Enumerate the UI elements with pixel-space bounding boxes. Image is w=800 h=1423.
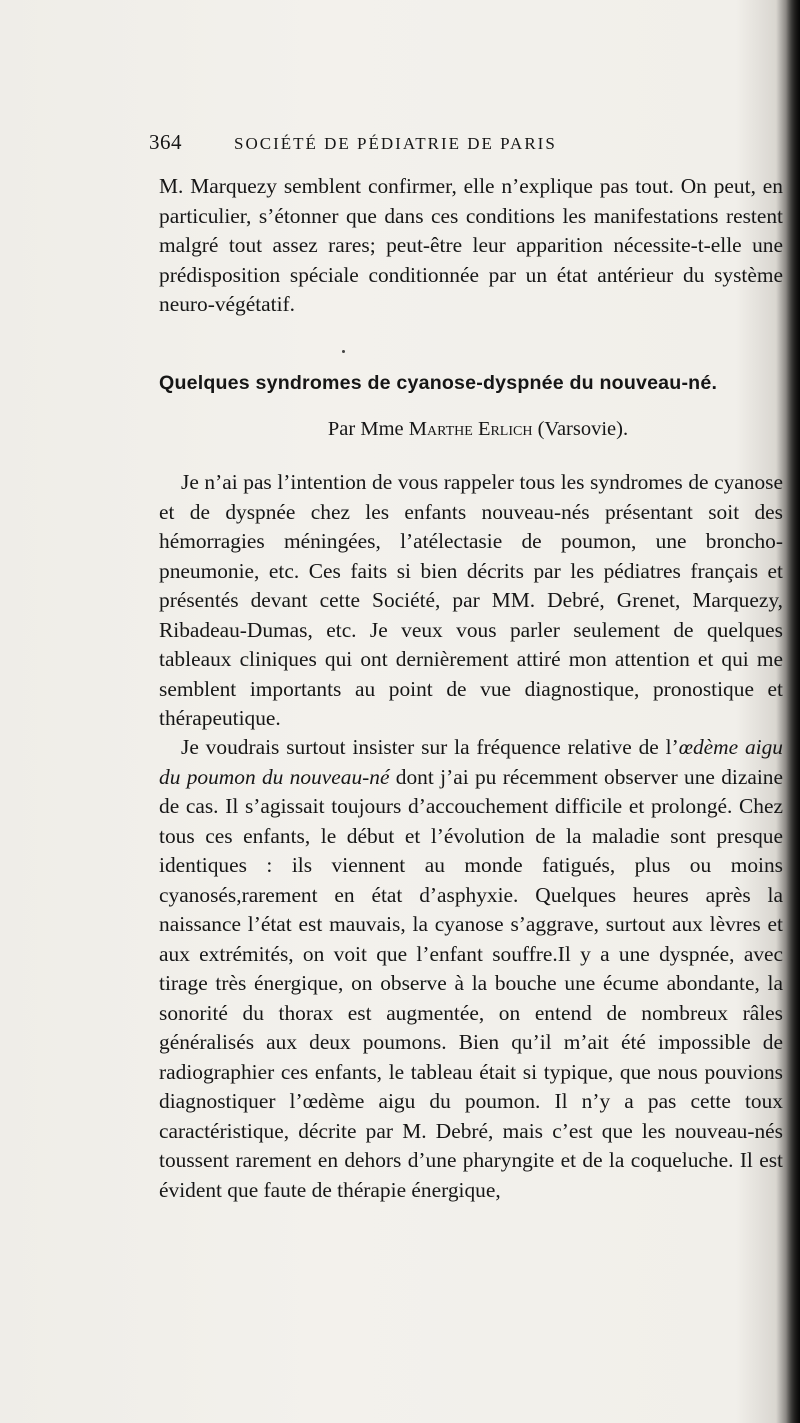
paragraph-2-emphasis: œdème aigu du poumon du nouveau-né [159,735,783,789]
byline-location: (Varsovie). [537,418,629,440]
byline-prefix: Par Mme [327,418,404,440]
page-header [149,130,637,162]
paragraph-2-start: Je voudrais surtout insister sur la fréquence relative de [181,735,659,759]
article-title: Quelques syndromes de cyanose-dyspnée du nouveau-né. [159,372,718,394]
article-paragraph-1 [159,468,783,734]
running-head: SOCIÉTÉ DE PÉDIATRIE DE PARIS [234,134,557,153]
page-edge-shadow [786,0,800,1423]
continued-paragraph [159,172,783,320]
page-number: 364 [149,130,182,154]
paragraph-2-text [159,733,783,1205]
paragraph-2-article: l’ [665,735,679,759]
paragraph-2-rest: dont j’ai pu récemment observer une dizaine de cas. Il s’agissait toujours d’accouchement difficile et prolongé. Chez tous ces enfants, le début et l’évolution de la maladie sont presque identiques : ils viennent au monde fatigués, plus ou moins cyanosés,rarement en état d’asphyxie. Quelques heures après la naissance l’état est mauvais, la cyanose s’aggrave, surtout aux lèvres et aux extrémités, on voit que l’enfant souffre.Il y a une dyspnée, avec tirage très énergique, on observe à la bouche une écume abondante, la sonorité du thorax est augmentée, on entend de nombreux râles généralisés aux deux poumons. Bien qu’il m’ait été impossible de radiographier ces enfants, le tableau était si typique, que nous pouvions diagnostiquer l’œdème aigu du poumon. Il n’y a pas cette toux caractéristique, décrite par M. Debré, mais c’est que les nouveau-nés toussent rarement en dehors d’une pharyngite et de la coqueluche. Il est évident que faute de thérapie énergique, [159,764,783,1202]
author-last-name: Erlich [477,418,533,440]
continued-paragraph-text: M. Marquezy semblent confirmer, elle n’explique pas tout. On peut, en particulier, s’étonner que dans ces conditions les manifestations restent malgré tout assez rares; peut-être leur apparition nécessite-t-elle une prédisposition spéciale conditionnée par un état antérieur du système neuro-végétatif. [159,174,783,316]
print-speck [342,350,345,353]
author-first-name: Marthe [408,418,473,440]
paragraph-1-text: Je n’ai pas l’intention de vous rappeler tous les syndromes de cyanose et de dyspnée chez les enfants nouveau-nés présentant soit des hémorragies méningées, l’atélectasie de poumon, une broncho-pneumonie, etc. Ces faits si bien décrits par les pédiatres français et présentés devant cette Société, par MM. Debré, Grenet, Marquezy, Ribadeau-Dumas, etc. Je veux vous parler seulement de quelques tableaux cliniques qui ont dernièrement attiré mon attention et qui me semblent importants au point de vue diagnostique, pronostique et thérapeutique. [159,470,783,730]
article-byline [159,418,787,441]
article-paragraph-2 [159,733,783,1205]
